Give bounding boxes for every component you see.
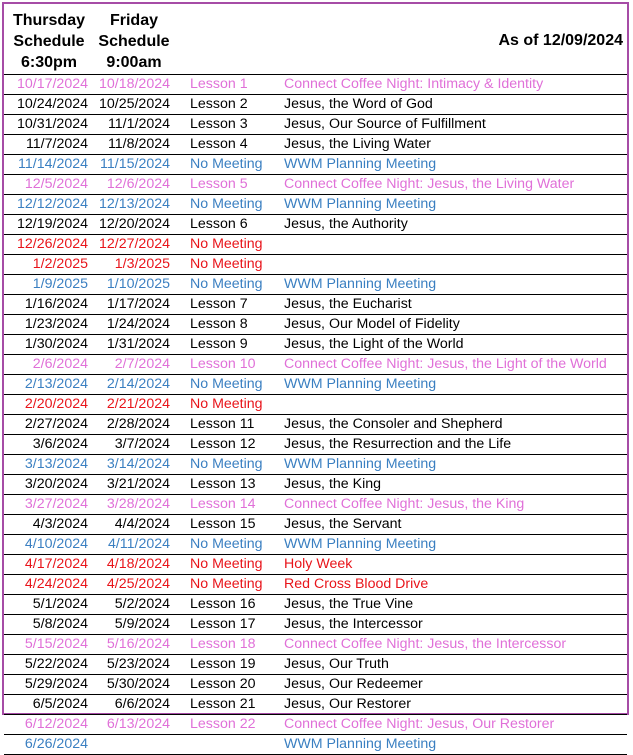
- topic-cell: Jesus, the Eucharist: [284, 296, 412, 312]
- friday-date-cell: 11/1/2024: [107, 116, 170, 132]
- schedule-row: [4, 75, 627, 95]
- topic-cell: Jesus, the Consoler and Shepherd: [284, 416, 503, 432]
- topic-cell: Jesus, the Living Water: [284, 136, 431, 152]
- friday-date-cell: 12/13/2024: [98, 196, 170, 212]
- friday-date-cell: 4/4/2024: [114, 516, 170, 532]
- topic-cell: WWM Planning Meeting: [284, 456, 437, 472]
- thursday-heading-line: Thursday: [12, 12, 85, 29]
- schedule-row: [4, 375, 627, 395]
- friday-date-cell: 5/16/2024: [106, 636, 170, 652]
- friday-date-cell: 2/21/2024: [106, 396, 170, 412]
- thursday-heading-line: Schedule: [13, 33, 85, 50]
- lesson-cell: Lesson 8: [190, 316, 248, 332]
- friday-date-cell: 1/17/2024: [106, 296, 170, 312]
- topic-cell: Jesus, the Resurrection and the Life: [284, 436, 512, 452]
- schedule-row: [4, 635, 627, 655]
- schedule-row: [4, 575, 627, 595]
- thursday-date-cell: 3/20/2024: [24, 476, 88, 492]
- friday-date-cell: 5/23/2024: [106, 656, 170, 672]
- schedule-row: [4, 595, 627, 615]
- thursday-date-cell: 4/10/2024: [24, 536, 88, 552]
- schedule-row: [4, 355, 627, 375]
- lesson-cell: Lesson 3: [190, 116, 248, 132]
- lesson-cell: Lesson 4: [190, 136, 248, 152]
- topic-cell: Connect Coffee Night: Jesus, Our Restorer: [284, 716, 555, 732]
- as-of-date: As of 12/09/2024: [498, 32, 623, 49]
- friday-date-cell: 5/2/2024: [114, 596, 170, 612]
- topic-cell: Jesus, Our Truth: [284, 656, 389, 672]
- lesson-cell: No Meeting: [190, 376, 263, 392]
- thursday-date-cell: 6/5/2024: [32, 696, 88, 712]
- schedule-row: [4, 515, 627, 535]
- schedule-row: [4, 315, 627, 335]
- lesson-cell: Lesson 21: [190, 696, 256, 712]
- schedule-row: [4, 655, 627, 675]
- friday-date-cell: 12/20/2024: [98, 216, 170, 232]
- lesson-cell: Lesson 2: [190, 96, 248, 112]
- schedule-header: [4, 4, 627, 75]
- lesson-cell: Lesson 22: [190, 716, 256, 732]
- thursday-date-cell: 10/17/2024: [16, 76, 88, 92]
- thursday-date-cell: 5/8/2024: [32, 616, 88, 632]
- schedule-row: [4, 295, 627, 315]
- topic-cell: Connect Coffee Night: Jesus, the Living Water: [284, 176, 575, 192]
- thursday-date-cell: 4/3/2024: [32, 516, 88, 532]
- lesson-cell: No Meeting: [190, 156, 263, 172]
- friday-date-cell: 11/15/2024: [100, 156, 170, 172]
- lesson-cell: Lesson 12: [190, 436, 256, 452]
- topic-cell: Jesus, the Authority: [284, 216, 408, 232]
- lesson-cell: Lesson 1: [190, 76, 248, 92]
- schedule-row: [4, 475, 627, 495]
- topic-cell: Connect Coffee Night: Jesus, the Intercessor: [284, 636, 567, 652]
- thursday-date-cell: 5/29/2024: [24, 676, 88, 692]
- friday-date-cell: 10/25/2024: [98, 96, 170, 112]
- thursday-date-cell: 12/19/2024: [16, 216, 88, 232]
- topic-cell: Red Cross Blood Drive: [284, 576, 429, 592]
- schedule-row: [4, 135, 627, 155]
- topic-cell: Jesus, Our Source of Fulfillment: [284, 116, 486, 132]
- schedule-row: [4, 275, 627, 295]
- schedule-rows: [4, 75, 627, 755]
- lesson-cell: No Meeting: [190, 256, 263, 272]
- topic-cell: Jesus, Our Model of Fidelity: [284, 316, 460, 332]
- schedule-row: [4, 335, 627, 355]
- thursday-date-cell: 2/13/2024: [24, 376, 88, 392]
- lesson-cell: Lesson 15: [190, 516, 256, 532]
- schedule-row: [4, 215, 627, 235]
- lesson-cell: Lesson 17: [190, 616, 256, 632]
- lesson-cell: No Meeting: [190, 396, 263, 412]
- topic-cell: Jesus, Our Restorer: [284, 696, 411, 712]
- lesson-cell: Lesson 19: [190, 656, 256, 672]
- friday-date-cell: 11/8/2024: [107, 136, 170, 152]
- friday-date-cell: 12/6/2024: [106, 176, 170, 192]
- topic-cell: WWM Planning Meeting: [284, 196, 437, 212]
- schedule-row: [4, 255, 627, 275]
- topic-cell: Connect Coffee Night: Jesus, the King: [284, 496, 525, 512]
- lesson-cell: Lesson 16: [190, 596, 256, 612]
- lesson-cell: Lesson 6: [190, 216, 248, 232]
- schedule-row: [4, 95, 627, 115]
- thursday-date-cell: 10/31/2024: [16, 116, 88, 132]
- schedule-row: [4, 555, 627, 575]
- topic-cell: WWM Planning Meeting: [284, 736, 437, 752]
- schedule-row: [4, 115, 627, 135]
- thursday-schedule-heading: [6, 10, 92, 73]
- friday-date-cell: 4/18/2024: [106, 556, 170, 572]
- schedule-row: [4, 435, 627, 455]
- lesson-cell: No Meeting: [190, 456, 263, 472]
- thursday-date-cell: 2/20/2024: [24, 396, 88, 412]
- schedule-row: [4, 415, 627, 435]
- thursday-date-cell: 3/6/2024: [32, 436, 88, 452]
- thursday-date-cell: 12/12/2024: [16, 196, 88, 212]
- friday-date-cell: 1/10/2025: [106, 276, 170, 292]
- thursday-date-cell: 5/15/2024: [24, 636, 88, 652]
- thursday-date-cell: 1/16/2024: [24, 296, 88, 312]
- thursday-date-cell: 1/9/2025: [32, 276, 88, 292]
- topic-cell: Holy Week: [284, 556, 353, 572]
- lesson-cell: No Meeting: [190, 276, 263, 292]
- friday-date-cell: 3/21/2024: [106, 476, 170, 492]
- schedule-sheet: [2, 2, 629, 752]
- lesson-cell: No Meeting: [190, 556, 263, 572]
- topic-cell: Jesus, the Light of the World: [284, 336, 464, 352]
- friday-heading-line: Friday: [109, 12, 158, 29]
- lesson-cell: Lesson 7: [190, 296, 248, 312]
- lesson-cell: Lesson 18: [190, 636, 256, 652]
- thursday-date-cell: 10/24/2024: [16, 96, 88, 112]
- lesson-cell: No Meeting: [190, 536, 263, 552]
- friday-date-cell: 2/14/2024: [106, 376, 170, 392]
- friday-date-cell: 6/6/2024: [114, 696, 170, 712]
- schedule-row: [4, 695, 627, 715]
- schedule-row: [4, 615, 627, 635]
- thursday-date-cell: 1/30/2024: [24, 336, 88, 352]
- friday-date-cell: 1/24/2024: [106, 316, 170, 332]
- thursday-date-cell: 5/1/2024: [32, 596, 88, 612]
- lesson-cell: Lesson 13: [190, 476, 256, 492]
- friday-date-cell: 1/3/2025: [114, 256, 170, 272]
- thursday-date-cell: 11/14/2024: [18, 156, 88, 172]
- lesson-cell: Lesson 5: [190, 176, 248, 192]
- friday-date-cell: 4/25/2024: [106, 576, 170, 592]
- thursday-date-cell: 6/12/2024: [24, 716, 88, 732]
- friday-date-cell: 3/28/2024: [106, 496, 170, 512]
- schedule-row: [4, 495, 627, 515]
- friday-date-cell: 6/13/2024: [106, 716, 170, 732]
- schedule-row: [4, 235, 627, 255]
- friday-date-cell: 12/27/2024: [98, 236, 170, 252]
- friday-heading-line: Schedule: [98, 33, 170, 50]
- friday-date-cell: 3/7/2024: [114, 436, 170, 452]
- schedule-row: [4, 195, 627, 215]
- thursday-date-cell: 11/7/2024: [25, 136, 88, 152]
- schedule-row: [4, 715, 627, 735]
- thursday-date-cell: 6/26/2024: [24, 736, 88, 752]
- friday-date-cell: 2/28/2024: [106, 416, 170, 432]
- thursday-date-cell: 4/17/2024: [24, 556, 88, 572]
- lesson-cell: Lesson 14: [190, 496, 256, 512]
- thursday-date-cell: 4/24/2024: [24, 576, 88, 592]
- thursday-date-cell: 1/2/2025: [32, 256, 88, 272]
- topic-cell: WWM Planning Meeting: [284, 276, 437, 292]
- topic-cell: Jesus, the King: [284, 476, 382, 492]
- topic-cell: Jesus, the True Vine: [284, 596, 414, 612]
- thursday-heading-line: 6:30pm: [20, 54, 78, 71]
- friday-schedule-heading: [94, 10, 174, 73]
- topic-cell: Connect Coffee Night: Jesus, the Light of the World: [284, 356, 607, 372]
- topic-cell: Jesus, the Word of God: [284, 96, 433, 112]
- lesson-cell: Lesson 10: [190, 356, 256, 372]
- friday-date-cell: 3/14/2024: [106, 456, 170, 472]
- friday-date-cell: 2/7/2024: [114, 356, 170, 372]
- friday-date-cell: 10/18/2024: [98, 76, 170, 92]
- thursday-date-cell: 1/23/2024: [24, 316, 88, 332]
- topic-cell: Connect Coffee Night: Intimacy & Identity: [284, 76, 544, 92]
- lesson-cell: Lesson 20: [190, 676, 256, 692]
- schedule-row: [4, 735, 627, 755]
- thursday-date-cell: 5/22/2024: [24, 656, 88, 672]
- thursday-date-cell: 12/5/2024: [24, 176, 88, 192]
- schedule-row: [4, 675, 627, 695]
- schedule-row: [4, 155, 627, 175]
- thursday-date-cell: 3/27/2024: [24, 496, 88, 512]
- topic-cell: WWM Planning Meeting: [284, 536, 437, 552]
- schedule-row: [4, 175, 627, 195]
- lesson-cell: No Meeting: [190, 196, 263, 212]
- schedule-row: [4, 395, 627, 415]
- friday-date-cell: 5/9/2024: [114, 616, 170, 632]
- thursday-date-cell: 2/27/2024: [24, 416, 88, 432]
- friday-date-cell: 4/11/2024: [107, 536, 170, 552]
- topic-cell: Jesus, the Servant: [284, 516, 402, 532]
- schedule-row: [4, 535, 627, 555]
- lesson-cell: Lesson 9: [190, 336, 248, 352]
- topic-cell: Jesus, Our Redeemer: [284, 676, 423, 692]
- friday-heading-line: 9:00am: [106, 54, 162, 71]
- friday-date-cell: 1/31/2024: [106, 336, 170, 352]
- topic-cell: WWM Planning Meeting: [284, 376, 437, 392]
- lesson-cell: Lesson 11: [190, 416, 255, 432]
- lesson-cell: No Meeting: [190, 576, 263, 592]
- thursday-date-cell: 3/13/2024: [24, 456, 88, 472]
- friday-date-cell: 5/30/2024: [106, 676, 170, 692]
- topic-cell: WWM Planning Meeting: [284, 156, 437, 172]
- lesson-cell: No Meeting: [190, 236, 263, 252]
- thursday-date-cell: 12/26/2024: [16, 236, 88, 252]
- thursday-date-cell: 2/6/2024: [32, 356, 88, 372]
- schedule-row: [4, 455, 627, 475]
- topic-cell: Jesus, the Intercessor: [284, 616, 423, 632]
